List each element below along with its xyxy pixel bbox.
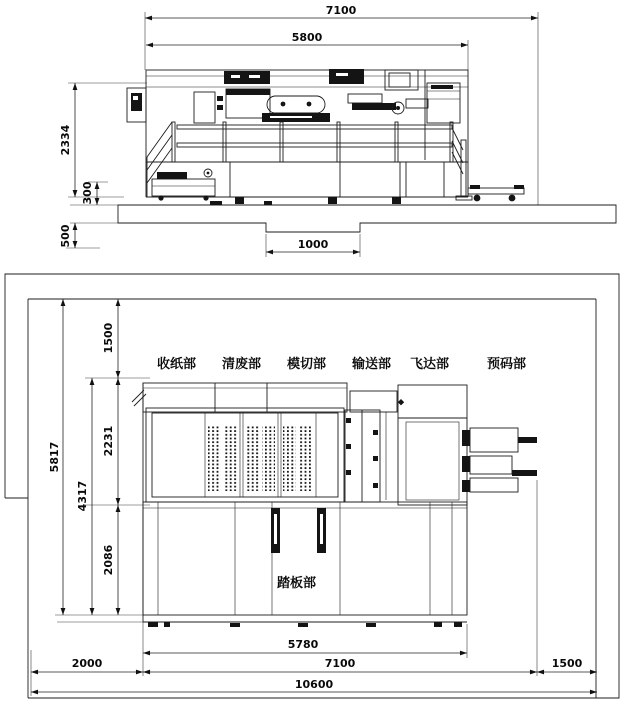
ground-foundation: [70, 201, 616, 232]
dim-machine-length: [143, 624, 467, 658]
dim-total-length: [31, 678, 597, 692]
dim-label: 10600: [294, 678, 334, 691]
dim-pit-width: [266, 234, 360, 257]
dim-label: 7100: [325, 4, 357, 17]
dim-lower-depth: [85, 505, 150, 615]
dim-label: 2231: [102, 425, 115, 457]
label-diecut-section: 模切部: [287, 357, 327, 372]
dim-label: 5780: [287, 638, 319, 651]
dim-label: 2000: [71, 657, 103, 670]
label-delivery-section: 收纸部: [157, 357, 197, 372]
dim-label: 1000: [297, 238, 329, 251]
label-stripping-section: 清废部: [222, 357, 262, 372]
dim-room-depth: [48, 299, 63, 615]
plan-view: [5, 274, 619, 698]
dim-label: 7100: [324, 657, 356, 670]
footboard-area: [143, 502, 467, 627]
dim-machine-depth: [55, 378, 143, 622]
dim-label: 500: [59, 224, 72, 248]
control-panel: [127, 88, 146, 122]
label-feeder-section: 飞达部: [410, 357, 450, 372]
die-cut-roller: [262, 96, 330, 122]
prestacker-combs: [462, 428, 537, 492]
dim-overall-length: [145, 4, 538, 205]
delivery-trolley: [152, 169, 215, 201]
conveyor-slats: [345, 410, 386, 502]
dim-label: 2334: [59, 124, 72, 156]
machine-plan: [132, 383, 537, 627]
label-conveyor-section: 输送部: [352, 357, 392, 372]
top-modules: [224, 69, 364, 118]
dim-label: 1500: [551, 657, 583, 670]
pallet-truck: [456, 140, 524, 201]
right-cabinet: [427, 83, 460, 123]
label-footboard-section: 踏板部: [277, 576, 317, 591]
dim-body-length: [146, 31, 468, 70]
dim-right-clearance: [537, 657, 597, 672]
dim-label: 5817: [48, 441, 61, 473]
dim-base-height: [81, 181, 108, 205]
machine-elevation: [127, 69, 524, 204]
label-prestack-section: 预码部: [487, 357, 527, 372]
dim-pit-depth: [59, 223, 118, 248]
dim-left-clearance: [31, 650, 143, 696]
side-elevation-view: [59, 4, 616, 257]
dim-label: 2086: [102, 544, 115, 576]
dim-label: 5800: [291, 31, 323, 44]
transfer-assembly: [348, 94, 428, 114]
dim-rear-clearance: [102, 299, 118, 378]
dim-label: 1500: [102, 322, 115, 354]
reference-marker: [398, 399, 404, 405]
section-labels: [157, 356, 526, 372]
walkway-grids: [208, 426, 312, 491]
dim-label: 300: [81, 181, 94, 205]
dim-label: 4317: [76, 480, 89, 512]
dim-upper-depth: [85, 378, 150, 505]
